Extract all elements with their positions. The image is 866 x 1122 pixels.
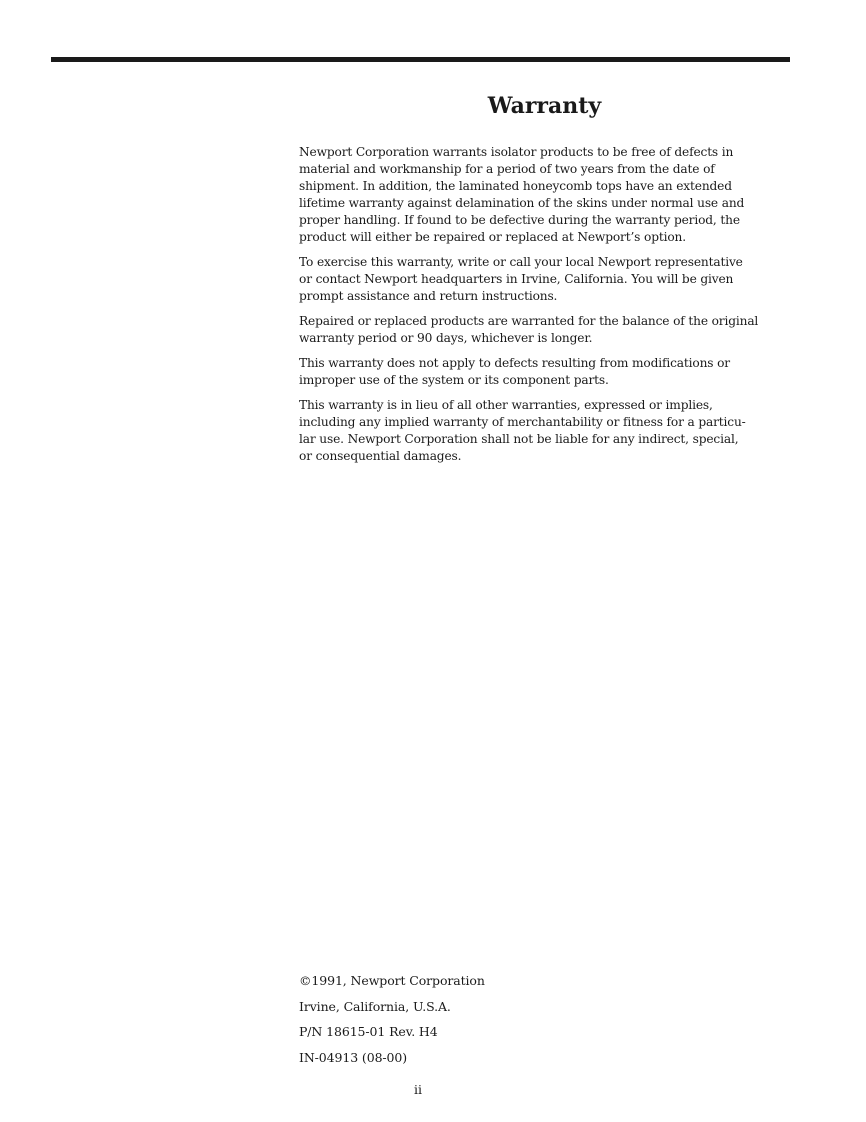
- copyright-line: ©1991, Newport Corporation: [299, 973, 485, 988]
- warranty-paragraph-exclusions: This warranty does not apply to defects resulting from modifications or improper use of the system or its component parts.: [299, 356, 730, 387]
- part-number-line: P/N 18615-01 Rev. H4: [299, 1024, 438, 1040]
- location-line: Irvine, California, U.S.A.: [299, 998, 451, 1014]
- warranty-paragraph-coverage: Newport Corporation warrants isolator products to be free of defects in material and workmanship for a period of two years from the date of shipment. In addition, the laminated honeycomb tops have an extended lifetime warranty against delamination of the skins under normal use and proper handling. If found to be defective during the warranty period, the product will either be repaired or replaced at Newport’s option.: [299, 145, 745, 244]
- page-title: Warranty: [487, 93, 602, 119]
- warranty-paragraph-exercise: To exercise this warranty, write or call your local Newport representative or contact Newport headquarters in Irvine, California. You will be given prompt assistance and return instructions.: [299, 255, 743, 303]
- warranty-body: [299, 144, 790, 473]
- page-number: ii: [414, 1082, 422, 1097]
- document-footer: [299, 972, 699, 1075]
- header-rule: [51, 57, 790, 62]
- warranty-paragraph-repaired: Repaired or replaced products are warranted for the balance of the original warranty period or 90 days, whichever is longer.: [299, 314, 759, 345]
- warranty-paragraph-liability: This warranty is in lieu of all other warranties, expressed or implies, including any implied warranty of merchantability or fitness for a particu- lar use. Newport Corporation shall not be liable for any indirect, special, or consequential damages.: [299, 398, 746, 463]
- document-id-line: IN-04913 (08-00): [299, 1050, 408, 1066]
